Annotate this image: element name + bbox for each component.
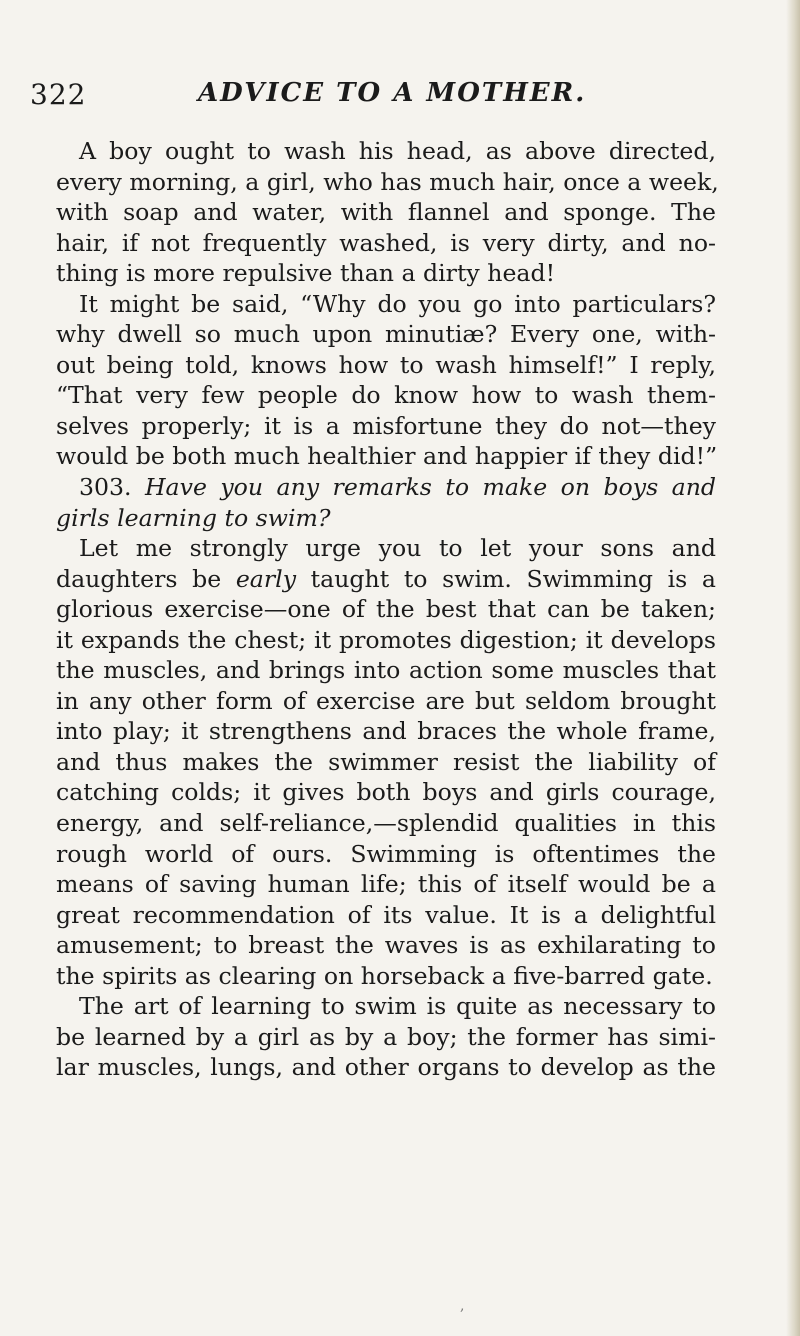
page-header-title: ADVICE TO A MOTHER.	[198, 78, 587, 108]
text-segment: it expands the chest; it promotes digestion; it develops	[56, 625, 716, 654]
text-segment: The art of learning to swim is quite as necessary to	[79, 992, 716, 1021]
text-line	[56, 319, 716, 350]
text-segment: and thus makes the swimmer resist the liability of	[56, 747, 716, 776]
text-segment: means of saving human life; this of itself would be a	[56, 870, 716, 899]
text-line	[56, 839, 716, 870]
text-segment: rough world of ours. Swimming is oftentimes the	[56, 839, 716, 868]
text-segment: Let me strongly urge you to let your sons and	[79, 534, 716, 563]
text-segment: “That very few people do know how to wash them-	[56, 381, 716, 410]
text-segment: energy, and self-reliance,—splendid qualities in this	[56, 809, 716, 838]
text-segment: why dwell so much upon minutiæ? Every one, with-	[56, 320, 716, 349]
text-line	[56, 564, 716, 595]
text-line	[56, 961, 716, 992]
text-line	[56, 228, 716, 259]
text-segment: selves properly; it is a misfortune they do not—they	[56, 411, 716, 440]
text-line	[56, 869, 716, 900]
text-line	[56, 503, 716, 534]
text-line	[56, 1052, 716, 1083]
running-head	[30, 78, 730, 118]
text-segment: 303.	[79, 473, 145, 502]
text-segment: daughters be	[56, 564, 236, 593]
text-line	[56, 594, 716, 625]
text-line	[56, 625, 716, 656]
text-line	[56, 991, 716, 1022]
text-line	[56, 289, 716, 320]
text-segment: into play; it strengthens and braces the whole frame,	[56, 717, 716, 746]
text-segment: amusement; to breast the waves is as exhilarating to	[56, 931, 716, 960]
italic-text: early	[235, 564, 297, 593]
text-line	[56, 655, 716, 686]
text-segment: catching colds; it gives both boys and girls courage,	[56, 778, 716, 807]
body-text	[56, 136, 719, 1083]
page-edge-shadow	[786, 0, 800, 1336]
text-line	[56, 808, 716, 839]
text-segment: thing is more repulsive than a dirty head!	[56, 259, 556, 288]
text-line	[56, 472, 716, 503]
text-segment: taught to swim. Swimming is a	[296, 564, 716, 593]
text-line	[56, 380, 716, 411]
page-number: 322	[30, 78, 87, 111]
text-segment: be learned by a girl as by a boy; the former has simi-	[56, 1022, 716, 1051]
text-line	[56, 1022, 716, 1053]
text-line	[56, 350, 716, 381]
stray-mark: ,	[460, 1298, 465, 1314]
text-segment: It might be said, “Why do you go into particulars?	[79, 289, 716, 318]
text-segment: out being told, knows how to wash himself!” I reply,	[56, 350, 716, 379]
text-segment: hair, if not frequently washed, is very dirty, and no-	[56, 228, 716, 257]
text-segment: in any other form of exercise are but seldom brought	[56, 686, 716, 715]
text-line	[56, 777, 716, 808]
text-line	[56, 533, 716, 564]
text-line	[56, 197, 716, 228]
text-segment: every morning, a girl, who has much hair, once a week,	[56, 167, 719, 196]
text-line	[56, 686, 716, 717]
text-segment: would be both much healthier and happier if they did!”	[56, 442, 718, 471]
text-line	[56, 441, 716, 472]
text-line	[56, 258, 716, 289]
text-line	[56, 900, 716, 931]
text-segment: great recommendation of its value. It is a delightful	[56, 900, 716, 929]
text-line	[56, 930, 716, 961]
italic-text: Have you any remarks to make on boys and	[144, 473, 716, 502]
italic-text: girls learning to swim?	[56, 503, 331, 532]
text-segment: lar muscles, lungs, and other organs to develop as the	[56, 1053, 716, 1082]
text-segment: with soap and water, with flannel and sponge. The	[56, 198, 716, 227]
text-segment: the spirits as clearing on horseback a five-barred gate.	[56, 961, 713, 990]
text-line	[56, 747, 716, 778]
text-segment: A boy ought to wash his head, as above directed,	[79, 137, 716, 165]
text-line	[56, 716, 716, 747]
text-segment: glorious exercise—one of the best that can be taken;	[56, 595, 716, 624]
text-line	[56, 136, 716, 167]
text-line	[56, 167, 719, 198]
text-line	[56, 411, 716, 442]
text-segment: the muscles, and brings into action some muscles that	[56, 656, 716, 685]
